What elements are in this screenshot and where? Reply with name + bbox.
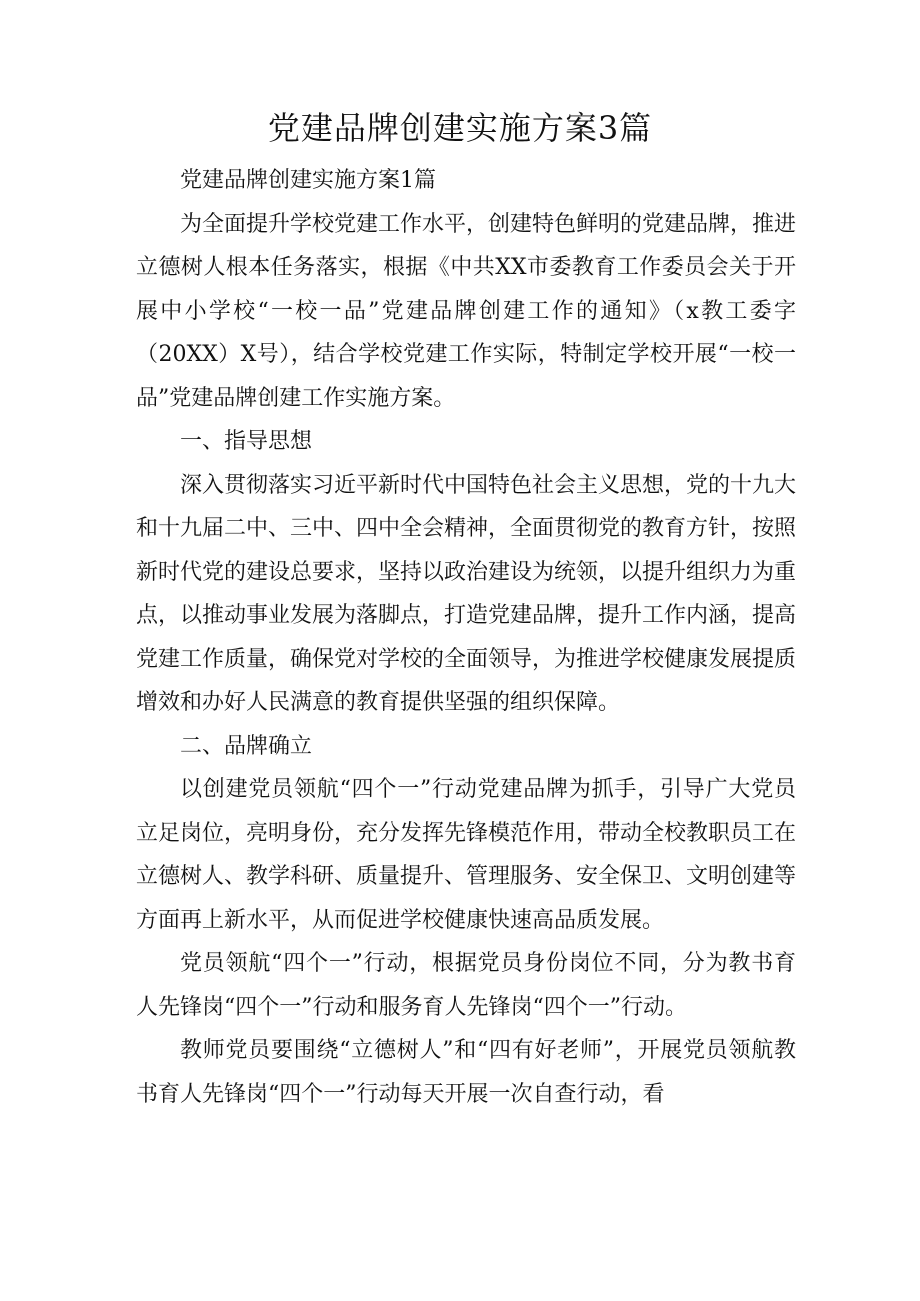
teacher-members-paragraph: 教师党员要围绕“立德树人”和“四有好老师”，开展党员领航教书育人先锋岗“四个一”行动每天开展一次自查行动，看 [136,1038,796,1107]
document-subtitle: 党建品牌创建实施方案1篇 [180,168,436,193]
section-heading-brand-establishment: 二、品牌确立 [180,733,313,759]
document-body [136,159,796,1116]
pilot-action-paragraph: 党员领航“四个一”行动，根据党员身份岗位不同，分为教书育人先锋岗“四个一”行动和服务育人先锋岗“四个一”行动。 [136,951,796,1020]
section-heading-guiding-thought: 一、指导思想 [180,429,313,454]
brand-establishment-paragraph: 以创建党员领航“四个一”行动党建品牌为抓手，引导广大党员立足岗位，亮明身份，充分发挥先锋模范作用，带动全校教职员工在立德树人、教学科研、质量提升、管理服务、安全保卫、文明创建等方面再上新水平，从而促进学校健康快速高品质发展。 [136,777,797,933]
intro-paragraph: 为全面提升学校党建工作水平，创建特色鲜明的党建品牌，推进立德树人根本任务落实，根据《中共XX市委教育工作委员会关于开展中小学校“一校一品”党建品牌创建工作的通知》（x教工委字（20XX）X号），结合学校党建工作实际，特制定学校开展“一校一品”党建品牌创建工作实施方案。 [136,211,797,411]
guiding-thought-paragraph: 深入贯彻落实习近平新时代中国特色社会主义思想，党的十九大和十九届二中、三中、四中全会精神，全面贯彻党的教育方针，按照新时代党的建设总要求，坚持以政治建设为统领，以提升组织力为重点，以推动事业发展为落脚点，打造党建品牌，提升工作内涵，提高党建工作质量，确保党对学校的全面领导，为推进学校健康发展提质增效和办好人民满意的教育提供坚强的组织保障。 [136,472,797,715]
document-title: 党建品牌创建实施方案3篇 [267,109,653,147]
